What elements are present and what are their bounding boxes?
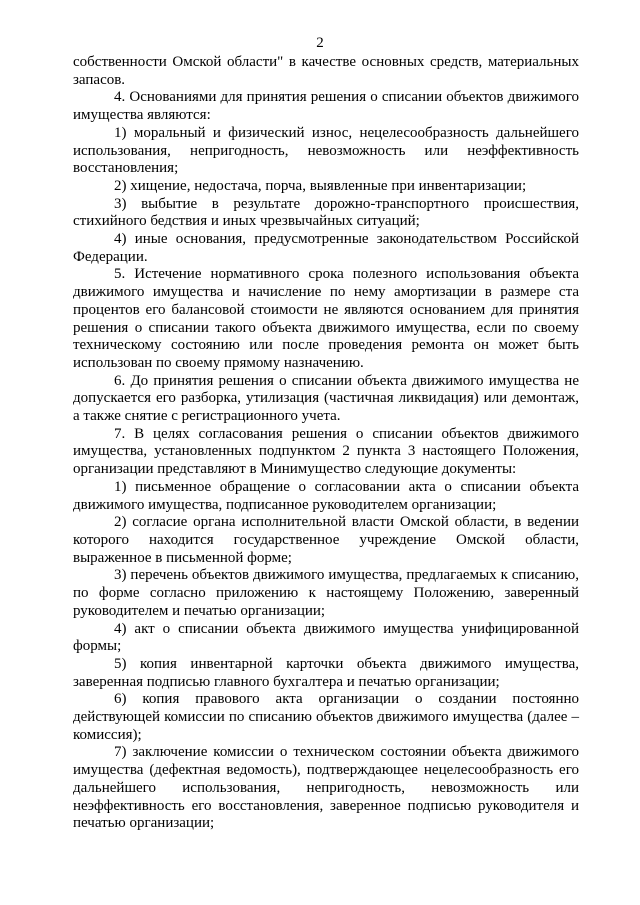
paragraph-subitem-7-4: 4) акт о списании объекта движимого имущества унифицированной формы; (73, 620, 579, 655)
paragraph-item-5: 5. Истечение нормативного срока полезного использования объекта движимого имущества и начисление по нему амортизации в размере ста процентов его балансовой стоимости не являются основанием для принятия решения о списании такого объекта движимого имущества, если по своему техническому состоянию или после проведения ремонта он может быть использован по своему прямому назначению. (73, 266, 579, 371)
paragraph-item-7: 7. В целях согласования решения о списании объектов движимого имущества, установленных подпунктом 2 пункта 3 настоящего Положения, организации представляют в Минимущество следующие документы: (73, 425, 579, 478)
paragraph-subitem-4-1: 1) моральный и физический износ, нецелесообразность дальнейшего использования, непригодность, невозможность или неэффективность восстановления; (73, 124, 579, 177)
paragraph-subitem-7-6: 6) копия правового акта организации о создании постоянно действующей комиссии по списанию объектов движимого имущества (далее – комиссия); (73, 691, 579, 743)
paragraph-item-4: 4. Основаниями для принятия решения о списании объектов движимого имущества являются: (73, 89, 579, 124)
paragraph-subitem-7-7: 7) заключение комиссии о техническом состоянии объекта движимого имущества (дефектная ведомость), подтверждающее нецелесообразность его дальнейшего использования, непригодность, невозможность или неэффективность его восстановления, заверенное подписью руководителя и печатью организации; (73, 744, 579, 832)
paragraph-subitem-7-2: 2) согласие органа исполнительной власти Омской области, в ведении которого находится государственное учреждение Омской области, выраженное в письменной форме; (73, 514, 579, 566)
document-body (73, 54, 579, 833)
paragraph-subitem-4-4: 4) иные основания, предусмотренные законодательством Российской Федерации. (73, 231, 579, 265)
paragraph-item-6: 6. До принятия решения о списании объекта движимого имущества не допускается его разборка, утилизация (частичная ликвидация) или демонтаж, а также снятие с регистрационного учета. (73, 372, 579, 425)
paragraph-subitem-7-5: 5) копия инвентарной карточки объекта движимого имущества, заверенная подписью главного бухгалтера и печатью организации; (73, 655, 579, 690)
paragraph-subitem-7-1: 1) письменное обращение о согласовании акта о списании объекта движимого имущества, подписанное руководителем организации; (73, 478, 579, 513)
paragraph-subitem-4-2: 2) хищение, недостача, порча, выявленные при инвентаризации; (114, 177, 527, 194)
page-number: 2 (316, 35, 324, 51)
paragraph-subitem-7-3: 3) перечень объектов движимого имущества, предлагаемых к списанию, по форме согласно приложению к настоящему Положению, заверенный руководителем и печатью организации; (73, 567, 579, 619)
paragraph-continuation: собственности Омской области" в качестве основных средств, материальных запасов. (73, 54, 579, 88)
paragraph-subitem-4-3: 3) выбытие в результате дорожно-транспортного происшествия, стихийного бедствия и иных чрезвычайных ситуаций; (73, 195, 579, 230)
